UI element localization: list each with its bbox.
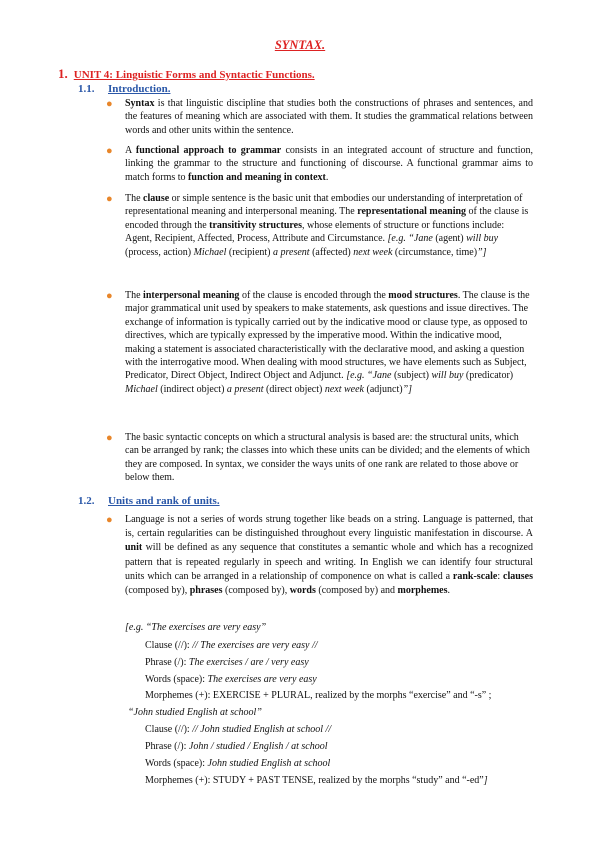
label: Phrase (/): [145,741,189,752]
bullet-icon: ● [106,145,113,157]
bullet-icon: ● [106,432,113,444]
example: ”] [477,246,487,258]
term: interpersonal meaning [143,290,240,301]
example: // John studied English at school // [192,724,332,735]
term: phrases [189,585,223,597]
label: Phrase (/): [145,657,189,668]
text: The [125,290,144,301]
document-title: SYNTAX. [274,38,326,52]
text: of the clause is encoded through the [239,290,389,301]
term: transitivity structures [209,219,302,231]
text: consists in an integrated account of structure and function, linking the grammar to the structure and functioning of discourse. A functional grammar aims to match forms to [125,145,533,183]
example-1-heading [125,621,266,634]
text: (agent) [432,233,467,245]
text: , whose elements of structure or functions include: Agent, Recipient, Affected, Process, Attribute and Circumstance. [125,219,505,245]
bullet-icon: ● [106,514,113,526]
example: John / studied / English / at school [188,741,328,752]
example: [e.g. “The exercises are very easy” [125,622,267,633]
paragraph-structural-analysis [125,431,533,485]
text: is that linguistic discipline that studies both the constructions of phrases and sentences, and the features of meaning which are associated with them. It studies the grammatical relations between words and other units within the sentence. [125,98,533,136]
term: words [289,585,316,597]
paragraph-functional-approach [125,144,533,184]
unit-heading [58,66,315,82]
text: : [497,570,504,582]
text: (composed by), [125,585,190,597]
paragraph-interpersonal-meaning [125,289,533,396]
example-2-heading [128,706,262,719]
section-title: Introduction. [108,83,171,95]
text: (composed by) and [315,585,398,597]
paragraph-clause [125,192,533,259]
bullet-icon: ● [106,193,113,205]
label: Words (space): [145,674,208,685]
example-1-clause [145,639,318,652]
example: Michael [193,246,227,258]
text: (process, action) [125,246,194,258]
section-number: 1.1. [78,83,95,95]
text: Morphemes (+): EXERCISE + PLURAL, realized by the morphs “exercise” and “-s” ; [145,690,492,701]
example-2-words [145,757,330,770]
bullet-icon: ● [106,290,113,302]
example: John studied English at school [207,758,331,769]
text: Language is not a series of words strung together like beads on a string. Language is patterned, that is, certain regularities can be distinguished throughout every linguistic manifestation in discourse. A [125,514,533,540]
term: rank-scale [452,570,498,582]
example: [e.g. “Jane [387,233,433,245]
example: will buy [431,370,464,382]
example: a present [273,246,310,258]
term: functional approach to grammar [135,145,282,156]
text: Morphemes (+): STUDY + PAST TENSE, realized by the morphs “study” and “-ed” [145,775,484,786]
term: function and meaning in context [188,171,326,183]
term: morphemes [397,585,448,597]
section-heading-introduction [78,83,170,95]
text: A [125,145,136,156]
example: // The exercises are very easy // [192,640,318,651]
example: ”] [402,383,413,395]
section-number: 1.2. [78,495,95,507]
example: The exercises / are / very easy [188,657,309,668]
example: [e.g. “Jane [346,370,392,382]
text: (subject) [391,370,432,382]
text: The [125,193,144,204]
term: mood structures [388,290,458,301]
term: representational meaning [357,206,467,218]
example: a present [226,383,264,395]
text: (predicator) [463,370,514,382]
example: ] [483,775,488,786]
term: Syntax [125,98,155,109]
example-2-phrase [145,740,328,753]
example-1-phrase [145,656,309,669]
section-title: Units and rank of units. [108,495,220,507]
text: The basic syntactic concepts on which a structural analysis is based are: the structural units, which can be arranged by rank; the classes into which these units can be divided; and the elements of which they are composed. In syntax, we consider the ways units of one rank are related to those above or below them. [125,432,530,484]
paragraph-units [125,513,533,598]
section-heading-units [78,495,220,507]
example: The exercises are very easy [207,674,317,685]
label: Clause (//): [145,724,193,735]
example-2-clause [145,723,331,736]
text: or simple sentence is the basic unit that embodies our understanding of interpretation of representational meaning and interpersonal meaning. The [125,193,523,218]
text: will be defined as any sequence that constitutes a semantic whole and which has a recognized pattern that is repeated regularly in speech and writing. In English we can identify four structural units which can be arranged in a relationship of componence on what is called a [125,542,533,582]
example-2-morphemes [145,774,488,787]
label: Words (space): [145,758,208,769]
paragraph-syntax-definition [125,97,533,137]
text: (indirect object) [157,383,227,395]
text: . [447,585,451,597]
text: of the clause is encoded through the [125,206,529,231]
example: Michael [125,383,158,395]
example-1-morphemes [145,689,491,702]
example: next week [353,246,393,258]
text: (circumstance, time) [392,246,478,258]
unit-number: 1. [58,66,68,81]
text: (adjunct) [363,383,403,395]
unit-title: UNIT 4: Linguistic Forms and Syntactic Functions. [73,69,315,81]
text: (affected) [309,246,354,258]
text: (recipient) [226,246,273,258]
text: . [325,171,329,183]
example: will buy [466,233,499,245]
example: next week [324,383,364,395]
text: (direct object) [263,383,325,395]
bullet-icon: ● [106,98,113,110]
example-1-words [145,673,317,686]
text: . The clause is the major grammatical unit used by speakers to make statements, ask questions and issue directives. The exchange of information is typically carried out by the indicative mood or clause type, as opposed to directives, which are typically expressed by the imperative mood. Within the indicative mood, making a statement is associated characteristically with the declarative mood, and asking a question with the interrogative mood. When dealing with mood structures, we have elements such as Subject, Predicator, Direct Object, Indirect Object and Adjunct. [125,290,530,382]
example: “John studied English at school” [128,707,262,718]
label: Clause (//): [145,640,193,651]
term: clauses [503,570,534,582]
text: (composed by), [222,585,290,597]
term: clause [143,193,170,204]
term: unit [125,542,143,554]
